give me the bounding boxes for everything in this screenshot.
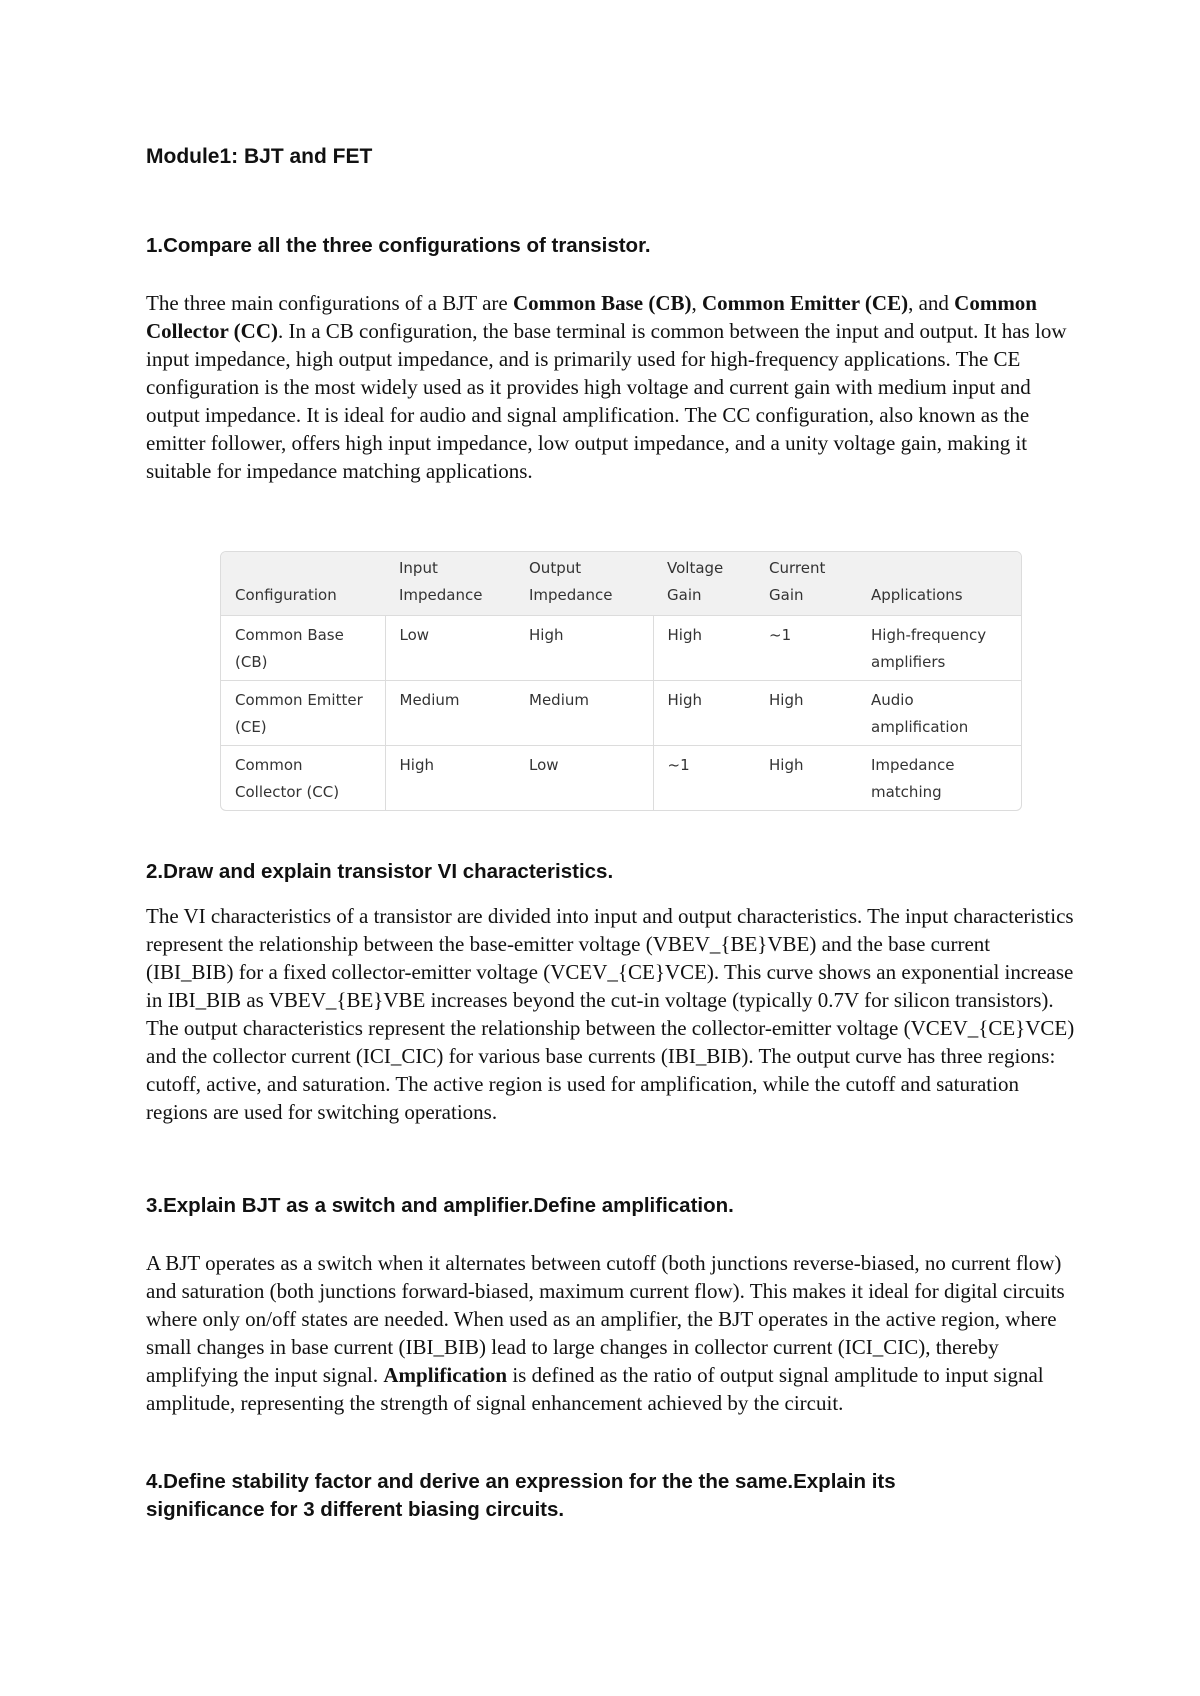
q1-paragraph (146, 289, 1076, 485)
table-cell: Common Collector (CC) (221, 745, 385, 810)
table-cell: Impedance matching (871, 755, 955, 801)
table-row (221, 680, 1021, 745)
header-applications: Applications (871, 585, 963, 604)
q4-heading: 4.Define stability factor and derive an expression for the the same.Explain its significance for 3 different biasing circuits. (146, 1470, 896, 1521)
table-cell: High (399, 755, 434, 774)
term-common-base: Common Base (CB) (513, 291, 692, 315)
term-amplification: Amplification (383, 1363, 508, 1387)
q3-heading: 3.Explain BJT as a switch and amplifier.Define amplification. (146, 1194, 734, 1217)
q1-intro-post: . In a CB configuration, the base terminal is common between the input and output. It has low input impedance, high output impedance, and is primarily used for high-frequency applications. The CE configuration is the most widely used as it provides high voltage and current gain with medium input and output impedance. It is ideal for audio and signal amplification. The CC configuration, also known as the emitter follower, offers high input impedance, low output impedance, and a unity voltage gain, making it suitable for impedance matching applications. (146, 319, 1067, 483)
q1-heading: 1.Compare all the three configurations of transistor. (146, 234, 651, 257)
table-row (221, 615, 1021, 680)
table-cell: ~1 (769, 625, 792, 644)
term-common-emitter: Common Emitter (CE) (702, 291, 909, 315)
q1-sep2: , and (908, 291, 955, 315)
table-cell: Common Base (CB) (221, 615, 385, 680)
comparison-table (220, 551, 1022, 811)
table-cell: Low (515, 745, 653, 810)
table-cell: Low (399, 625, 430, 644)
q1-intro-pre: The three main configurations of a BJT are (146, 291, 513, 315)
q1-sep1: , (691, 291, 702, 315)
q3-paragraph (146, 1249, 1076, 1417)
table-cell: High-frequency amplifiers (871, 625, 987, 671)
table-cell: Audio amplification (871, 690, 969, 736)
table-cell: High (769, 755, 804, 774)
table-cell: High (667, 625, 702, 644)
table-row (221, 745, 1021, 810)
header-voltage-gain: Voltage Gain (667, 558, 724, 604)
table-cell: High (515, 615, 653, 680)
q2-paragraph: The VI characteristics of a transistor are divided into input and output characteristics. The input characteristics represent the relationship between the base-emitter voltage (VBEV_{BE}VBE) and the base current (IBI_BIB) for a fixed collector-emitter voltage (VCEV_{CE}VCE). This curve shows an exponential increase in IBI_BIB as VBEV_{BE}VBE increases beyond the cut-in voltage (typically 0.7V for silicon transistors). The output characteristics represent the relationship between the collector-emitter voltage (VCEV_{CE}VCE) and the collector current (ICI_CIC) for various base currents (IBI_BIB). The output curve has three regions: cutoff, active, and saturation. The active region is used for amplification, while the cutoff and saturation regions are used for switching operations. (146, 904, 1075, 1124)
table-cell: Common Emitter (CE) (221, 680, 385, 745)
q3-body-post: is defined as the ratio of output signal amplitude to input signal amplitude, representing the strength of signal enhancement achieved by the circuit. (146, 1363, 1044, 1415)
term-common-collector: Common Collector (CC) (146, 291, 1037, 343)
table-cell: ~1 (667, 755, 690, 774)
q2-heading: 2.Draw and explain transistor VI characteristics. (146, 860, 614, 883)
header-output-impedance: Output Impedance (529, 558, 613, 604)
module-title: Module1: BJT and FET (146, 145, 373, 168)
q3-body-pre: A BJT operates as a switch when it alternates between cutoff (both junctions reverse-biased, no current flow) and saturation (both junctions forward-biased, maximum current flow). This makes it ideal for digital circuits where only on/off states are needed. When used as an amplifier, the BJT operates in the active region, where small changes in base current (IBI_BIB) lead to large changes in collector current (ICI_CIC), thereby amplifying the input signal. (146, 1251, 1065, 1387)
header-current-gain: Current Gain (769, 558, 826, 604)
table-cell: High (667, 690, 702, 709)
table-cell: Medium (399, 690, 460, 709)
table-cell: High (769, 690, 804, 709)
table-header-row (221, 552, 1021, 615)
table-cell: Medium (515, 680, 653, 745)
header-input-impedance: Input Impedance (399, 558, 483, 604)
header-configuration: Configuration (235, 585, 337, 604)
